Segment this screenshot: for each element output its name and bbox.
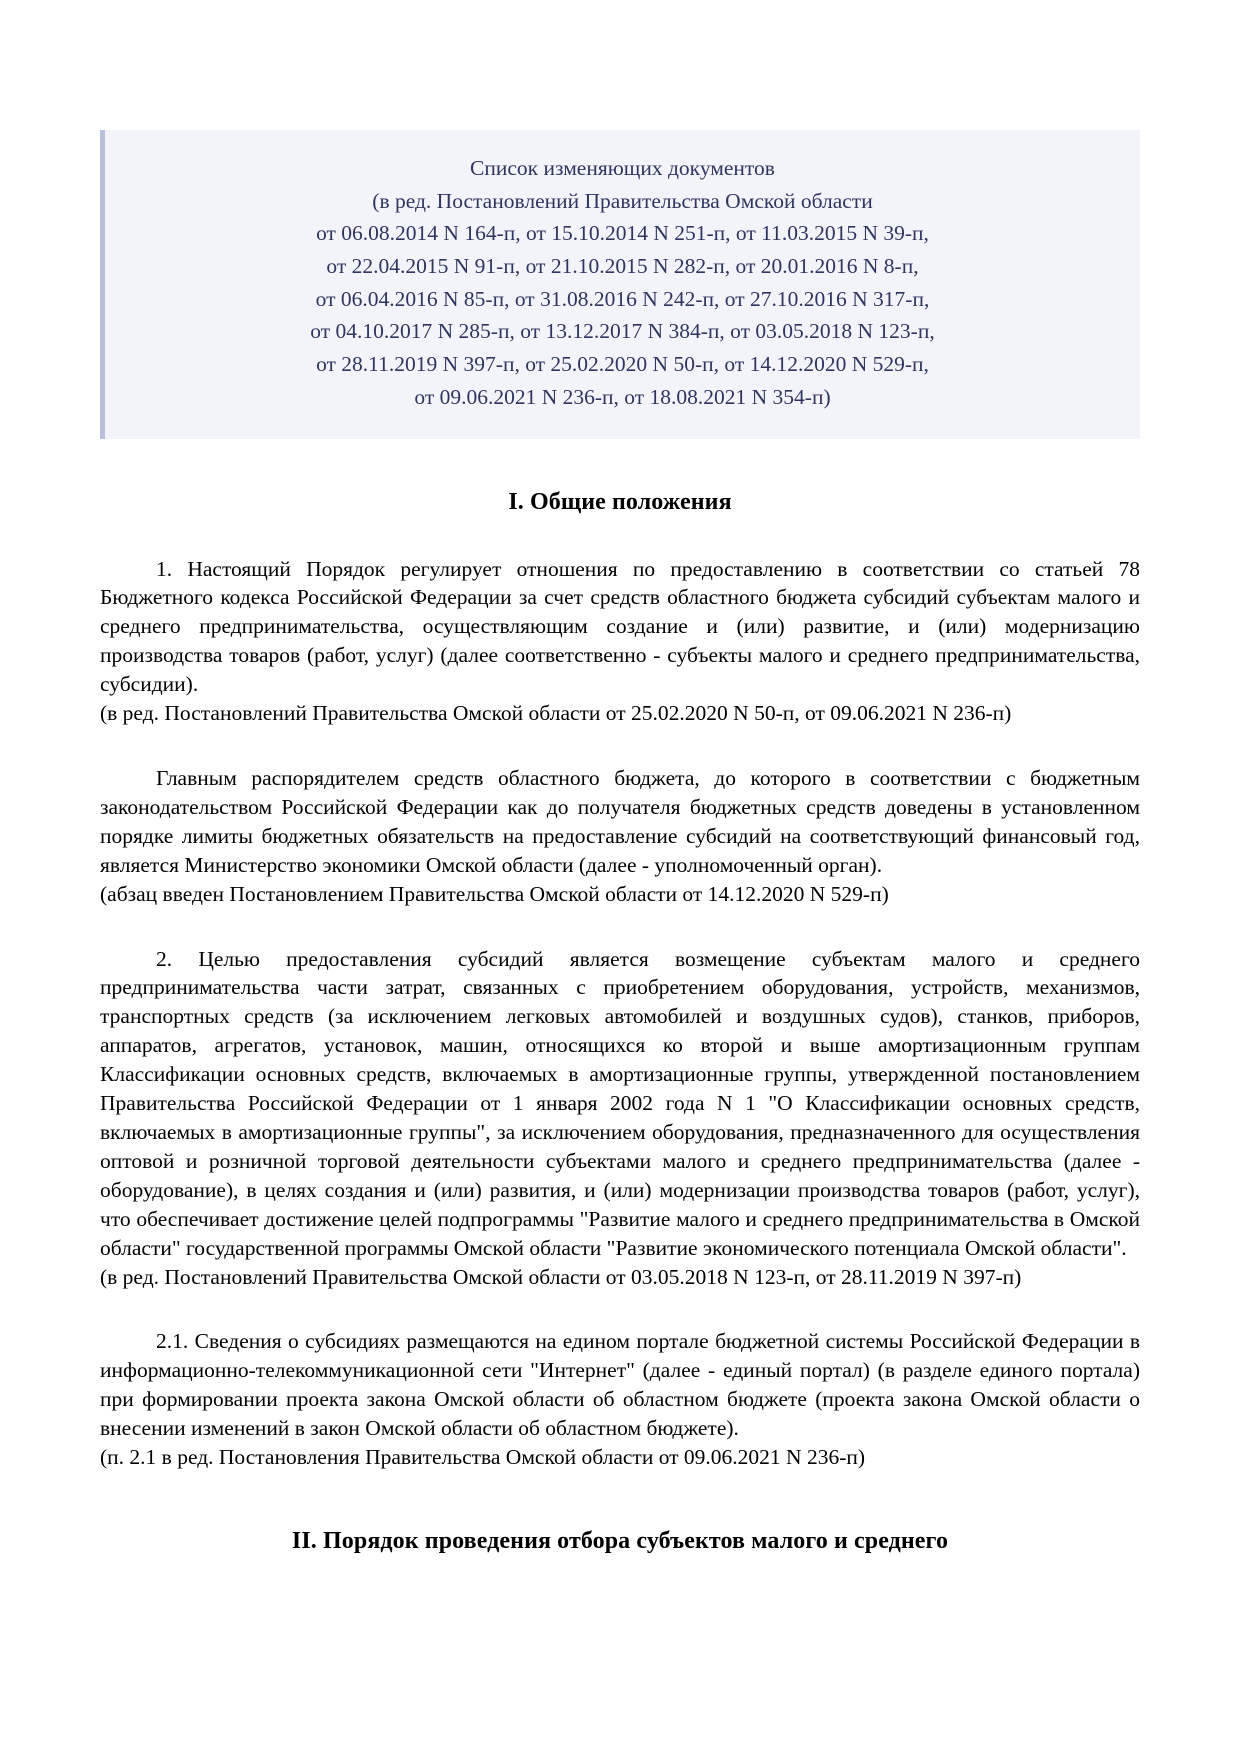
note-line-4: от 06.04.2016 N 85-п, от 31.08.2016 N 242-п, от 27.10.2016 N 317-п,	[315, 286, 930, 311]
note-line-3: от 22.04.2015 N 91-п, от 21.10.2015 N 282-п, от 20.01.2016 N 8-п,	[326, 254, 919, 279]
note-line-6: от 28.11.2019 N 397-п, от 25.02.2020 N 50-п, от 14.12.2020 N 529-п,	[316, 352, 929, 377]
paragraph-2-amendment-ref: (абзац введен Постановлением Правительства Омской области от 14.12.2020 N 529-п)	[100, 881, 889, 906]
paragraph-2: Главным распорядителем средств областного бюджета, до которого в соответствии с бюджетным законодательством Российской Федерации как до получателя бюджетных средств доведены в установленном порядке лимиты бюджетных обязательств на предоставление субсидий на соответствующий финансовый год, является Министерство экономики Омской области (далее - уполномоченный орган).	[100, 766, 1140, 877]
paragraph-4: 2.1. Сведения о субсидиях размещаются на едином портале бюджетной системы Российской Федерации в информационно-телекоммуникационной сети "Интернет" (далее - единый портал) (в разделе единого портала) при формировании проекта закона Омской области об областном бюджете (проекта закона Омской области о внесении изменений в закон Омской области об областном бюджете).	[100, 1329, 1140, 1441]
paragraph-1: 1. Настоящий Порядок регулирует отношения по предоставлению в соответствии со статьей 78 Бюджетного кодекса Российской Федерации за счет средств областного бюджета субсидий субъектам малого и среднего предпринимательства, осуществляющим создание и (или) развитие, и (или) модернизацию производства товаров (работ, услуг) (далее соответственно - субъекты малого и среднего предпринимательства, субсидии).	[100, 556, 1140, 697]
paragraph-3: 2. Целью предоставления субсидий является возмещение субъектам малого и среднего предпринимательства части затрат, связанных с приобретением оборудования, устройств, механизмов, транспортных средств (за исключением легковых автомобилей и воздушных судов), станков, приборов, аппаратов, агрегатов, установок, машин, относящихся ко второй и выше амортизационным группам Классификации основных средств, включаемых в амортизационные группы, утвержденной постановлением Правительства Российской Федерации от 1 января 2002 года N 1 "О Классификации основных средств, включаемых в амортизационные группы", за исключением оборудования, предназначенного для осуществления оптовой и розничной торговой деятельности субъектами малого и среднего предпринимательства (далее - оборудование), в целях создания и (или) развития, и (или) модернизации производства товаров (работ, услуг), что обеспечивает достижение целей подпрограммы "Развитие малого и среднего предпринимательства в Омской области" государственной программы Омской области "Развитие экономического потенциала Омской области".	[100, 946, 1140, 1260]
paragraph-4-amendment-ref: (п. 2.1 в ред. Постановления Правительства Омской области от 09.06.2021 N 236-п)	[100, 1445, 866, 1470]
paragraph-3-amendment-ref: (в ред. Постановлений Правительства Омской области от 03.05.2018 N 123-п, от 28.11.2019 N 397-п)	[100, 1264, 1022, 1289]
heading-section-two: II. Порядок проведения отбора субъектов малого и среднего	[291, 1527, 949, 1554]
note-line-7: от 09.06.2021 N 236-п, от 18.08.2021 N 354-п)	[414, 384, 831, 409]
note-line-1: (в ред. Постановлений Правительства Омской области	[372, 188, 873, 213]
note-line-5: от 04.10.2017 N 285-п, от 13.12.2017 N 384-п, от 03.05.2018 N 123-п,	[310, 319, 935, 344]
heading-section-one: I. Общие положения	[508, 489, 732, 516]
paragraph-1-amendment-ref: (в ред. Постановлений Правительства Омской области от 25.02.2020 N 50-п, от 09.06.2021 N 236-п)	[100, 701, 1012, 726]
changing-documents-note	[100, 130, 1140, 439]
note-title: Список изменяющих документов	[470, 156, 775, 180]
note-line-2: от 06.08.2014 N 164-п, от 15.10.2014 N 251-п, от 11.03.2015 N 39-п,	[316, 221, 929, 246]
